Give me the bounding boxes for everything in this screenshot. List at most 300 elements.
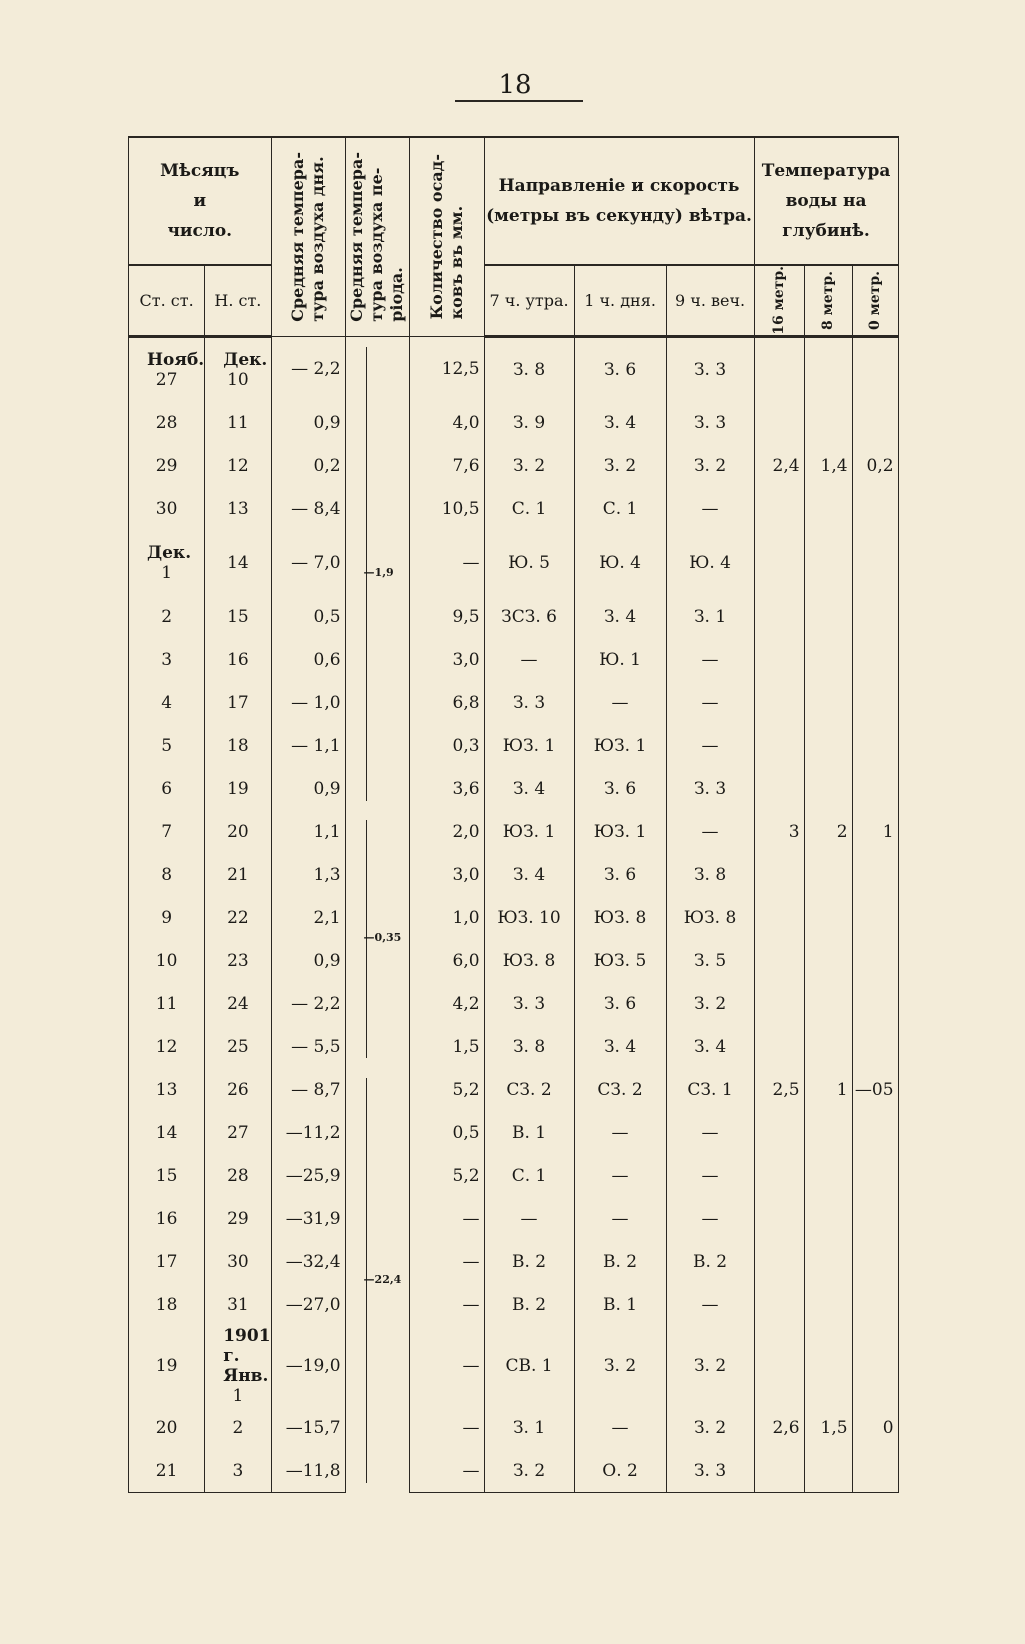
wind-1: — bbox=[574, 1406, 666, 1449]
water-8 bbox=[804, 530, 852, 595]
table-row bbox=[129, 595, 899, 638]
depth-0-header: 0 метр. bbox=[852, 265, 898, 336]
table-row bbox=[129, 724, 899, 767]
old-style-date-month: Дек. bbox=[147, 542, 192, 563]
wind-1: СЗ. 2 bbox=[574, 1068, 666, 1111]
old-style-date bbox=[129, 1068, 205, 1111]
day-temp: 2,1 bbox=[271, 896, 345, 939]
day-temp-header: Средняя темпера- тура воздуха дня. bbox=[271, 137, 345, 336]
water-0: —05 bbox=[852, 1068, 898, 1111]
old-style-date bbox=[129, 681, 205, 724]
day-temp: — 8,4 bbox=[271, 487, 345, 530]
depth-16-header: 16 метр. bbox=[754, 265, 804, 336]
precip: 3,0 bbox=[409, 853, 484, 896]
new-style-date bbox=[205, 487, 271, 530]
wind-9: — bbox=[666, 810, 754, 853]
new-style-date bbox=[205, 767, 271, 810]
water-16: 2,4 bbox=[754, 444, 804, 487]
old-style-date-day: 20 bbox=[155, 1417, 178, 1438]
new-style-date-day: 20 bbox=[227, 821, 249, 842]
new-style-date-day: 30 bbox=[227, 1251, 249, 1272]
water-8: 1 bbox=[804, 1068, 852, 1111]
precip: 3,0 bbox=[409, 638, 484, 681]
wind-7: З. 4 bbox=[484, 767, 574, 810]
wind-1: О. 2 bbox=[574, 1449, 666, 1493]
old-style-date bbox=[129, 853, 205, 896]
wind-9: СЗ. 1 bbox=[666, 1068, 754, 1111]
water-8 bbox=[804, 853, 852, 896]
day-temp: —19,0 bbox=[271, 1326, 345, 1406]
water-16 bbox=[754, 638, 804, 681]
new-style-date-day: 13 bbox=[227, 498, 249, 519]
precip: 3,6 bbox=[409, 767, 484, 810]
precip: — bbox=[409, 1283, 484, 1326]
water-8 bbox=[804, 1154, 852, 1197]
wind-1: ЮЗ. 1 bbox=[574, 724, 666, 767]
day-temp: —27,0 bbox=[271, 1283, 345, 1326]
wind-1: В. 1 bbox=[574, 1283, 666, 1326]
old-style-date bbox=[129, 982, 205, 1025]
new-style-date bbox=[205, 853, 271, 896]
wind-7: ЮЗ. 1 bbox=[484, 724, 574, 767]
wind-7-header: 7 ч. утра. bbox=[484, 265, 574, 336]
water-16 bbox=[754, 595, 804, 638]
new-style-date bbox=[205, 1068, 271, 1111]
water-0 bbox=[852, 1283, 898, 1326]
page-number-rule bbox=[455, 100, 583, 102]
water-8 bbox=[804, 595, 852, 638]
old-style-date-day: 15 bbox=[155, 1165, 178, 1186]
new-style-date-day: 22 bbox=[227, 907, 249, 928]
wind-1: З. 6 bbox=[574, 767, 666, 810]
wind-9: З. 8 bbox=[666, 853, 754, 896]
wind-9: З. 1 bbox=[666, 595, 754, 638]
new-style-date-day: 14 bbox=[227, 552, 249, 573]
new-style-date-day: 10 bbox=[227, 369, 249, 390]
new-style-date bbox=[205, 401, 271, 444]
table-row bbox=[129, 681, 899, 724]
water-0 bbox=[852, 401, 898, 444]
old-style-date bbox=[129, 1111, 205, 1154]
precip: — bbox=[409, 1449, 484, 1493]
day-temp: — 2,2 bbox=[271, 982, 345, 1025]
wind-1: ЮЗ. 1 bbox=[574, 810, 666, 853]
day-temp: — 2,2 bbox=[271, 336, 345, 401]
water-16 bbox=[754, 681, 804, 724]
wind-7: СВ. 1 bbox=[484, 1326, 574, 1406]
old-style-date bbox=[129, 487, 205, 530]
new-style-date-day: 28 bbox=[227, 1165, 249, 1186]
wind-7: З. 9 bbox=[484, 401, 574, 444]
old-style-date-day: 30 bbox=[155, 498, 178, 519]
water-0 bbox=[852, 1154, 898, 1197]
water-8 bbox=[804, 1025, 852, 1068]
wind-9: В. 2 bbox=[666, 1240, 754, 1283]
wind-9: З. 2 bbox=[666, 1326, 754, 1406]
water-0 bbox=[852, 530, 898, 595]
old-style-date-day: 2 bbox=[161, 606, 173, 627]
day-temp: —11,8 bbox=[271, 1449, 345, 1493]
water-16 bbox=[754, 1240, 804, 1283]
new-style-date bbox=[205, 336, 271, 401]
wind-7: В. 2 bbox=[484, 1283, 574, 1326]
wind-7: В. 2 bbox=[484, 1240, 574, 1283]
water-0 bbox=[852, 1326, 898, 1406]
new-style-date bbox=[205, 982, 271, 1025]
water-8 bbox=[804, 336, 852, 401]
old-style-date bbox=[129, 336, 205, 401]
wind-9: З. 2 bbox=[666, 444, 754, 487]
period-temp-value: —1,9 bbox=[363, 565, 394, 579]
old-style-date-day: 14 bbox=[155, 1122, 178, 1143]
new-style-date-day: 27 bbox=[227, 1122, 249, 1143]
old-style-date-day: 3 bbox=[161, 649, 173, 670]
new-style-date-day: 2 bbox=[232, 1417, 244, 1438]
wind-9: З. 4 bbox=[666, 1025, 754, 1068]
new-style-date bbox=[205, 1326, 271, 1406]
table-row bbox=[129, 530, 899, 595]
old-style-date bbox=[129, 810, 205, 853]
table-row bbox=[129, 401, 899, 444]
new-style-date bbox=[205, 1111, 271, 1154]
wind-1: З. 2 bbox=[574, 1326, 666, 1406]
old-style-date-day: 27 bbox=[155, 369, 178, 390]
table-row bbox=[129, 982, 899, 1025]
period-temp bbox=[345, 1068, 409, 1493]
wind-7: ЗСЗ. 6 bbox=[484, 595, 574, 638]
precip: — bbox=[409, 1406, 484, 1449]
day-temp: 0,9 bbox=[271, 767, 345, 810]
wind-7: З. 1 bbox=[484, 1406, 574, 1449]
water-8 bbox=[804, 896, 852, 939]
old-style-date-day: 17 bbox=[155, 1251, 178, 1272]
water-16 bbox=[754, 1197, 804, 1240]
old-style-date-day: 29 bbox=[155, 455, 178, 476]
precip: 5,2 bbox=[409, 1154, 484, 1197]
old-style-date bbox=[129, 595, 205, 638]
water-0 bbox=[852, 487, 898, 530]
table-row bbox=[129, 1111, 899, 1154]
weather-table bbox=[128, 136, 899, 1493]
new-style-date-day: 12 bbox=[227, 455, 249, 476]
new-style-date-day: 3 bbox=[232, 1460, 244, 1481]
water-16 bbox=[754, 487, 804, 530]
old-style-date bbox=[129, 1449, 205, 1493]
new-style-date-day: 24 bbox=[227, 993, 249, 1014]
water-8 bbox=[804, 939, 852, 982]
wind-9: З. 5 bbox=[666, 939, 754, 982]
new-style-date-day: 18 bbox=[227, 735, 249, 756]
water-0 bbox=[852, 1449, 898, 1493]
precip: 4,0 bbox=[409, 401, 484, 444]
old-style-date-day: 19 bbox=[155, 1356, 178, 1377]
precip: — bbox=[409, 530, 484, 595]
new-style-date bbox=[205, 1197, 271, 1240]
table-row bbox=[129, 896, 899, 939]
water-8 bbox=[804, 1449, 852, 1493]
old-style-date-day: 8 bbox=[161, 864, 173, 885]
old-style-date bbox=[129, 939, 205, 982]
table-row bbox=[129, 1449, 899, 1493]
wind-7: З. 8 bbox=[484, 336, 574, 401]
precip: 0,5 bbox=[409, 1111, 484, 1154]
table-row bbox=[129, 1197, 899, 1240]
old-style-date bbox=[129, 530, 205, 595]
water-16 bbox=[754, 767, 804, 810]
water-0 bbox=[852, 939, 898, 982]
old-style-date bbox=[129, 1326, 205, 1406]
new-style-date-day: 23 bbox=[227, 950, 249, 971]
wind-9: З. 2 bbox=[666, 1406, 754, 1449]
wind-7: В. 1 bbox=[484, 1111, 574, 1154]
old-style-date-day: 4 bbox=[161, 692, 173, 713]
wind-7: ЮЗ. 1 bbox=[484, 810, 574, 853]
precip: — bbox=[409, 1197, 484, 1240]
new-style-date-day: 26 bbox=[227, 1079, 249, 1100]
table-row bbox=[129, 1406, 899, 1449]
new-style-date bbox=[205, 896, 271, 939]
wind-9: ЮЗ. 8 bbox=[666, 896, 754, 939]
wind-7: З. 3 bbox=[484, 681, 574, 724]
water-16: 2,5 bbox=[754, 1068, 804, 1111]
wind-9: — bbox=[666, 1197, 754, 1240]
water-0 bbox=[852, 595, 898, 638]
old-style-date bbox=[129, 1197, 205, 1240]
wind-7: З. 2 bbox=[484, 1449, 574, 1493]
period-temp-value: —22,4 bbox=[363, 1272, 402, 1286]
old-style-date-day: 21 bbox=[155, 1460, 178, 1481]
table-row bbox=[129, 1025, 899, 1068]
new-style-date-day: 19 bbox=[227, 778, 249, 799]
wind-9: З. 2 bbox=[666, 982, 754, 1025]
table-row bbox=[129, 1240, 899, 1283]
wind-7: З. 3 bbox=[484, 982, 574, 1025]
precip: 6,0 bbox=[409, 939, 484, 982]
wind-1: ЮЗ. 8 bbox=[574, 896, 666, 939]
wind-7: — bbox=[484, 638, 574, 681]
day-temp: —31,9 bbox=[271, 1197, 345, 1240]
water-0 bbox=[852, 724, 898, 767]
wind-7: СЗ. 2 bbox=[484, 1068, 574, 1111]
water-0 bbox=[852, 1025, 898, 1068]
water-16 bbox=[754, 1449, 804, 1493]
wind-1: З. 6 bbox=[574, 336, 666, 401]
old-style-date-day: 13 bbox=[155, 1079, 178, 1100]
water-16: 3 bbox=[754, 810, 804, 853]
wind-9: З. 3 bbox=[666, 401, 754, 444]
water-0 bbox=[852, 1197, 898, 1240]
old-style-date-day: 9 bbox=[161, 907, 173, 928]
wind-1: З. 6 bbox=[574, 853, 666, 896]
water-16 bbox=[754, 336, 804, 401]
new-style-date bbox=[205, 530, 271, 595]
new-style-header: Н. ст. bbox=[205, 265, 271, 336]
old-style-date bbox=[129, 1240, 205, 1283]
day-temp: 0,6 bbox=[271, 638, 345, 681]
precip: — bbox=[409, 1326, 484, 1406]
wind-1: З. 2 bbox=[574, 444, 666, 487]
water-8 bbox=[804, 1240, 852, 1283]
water-8 bbox=[804, 724, 852, 767]
wind-7: З. 8 bbox=[484, 1025, 574, 1068]
precip: 9,5 bbox=[409, 595, 484, 638]
day-temp: —32,4 bbox=[271, 1240, 345, 1283]
water-16 bbox=[754, 530, 804, 595]
water-16: 2,6 bbox=[754, 1406, 804, 1449]
precip: 10,5 bbox=[409, 487, 484, 530]
day-temp: — 1,1 bbox=[271, 724, 345, 767]
new-style-date bbox=[205, 681, 271, 724]
wind-1: З. 6 bbox=[574, 982, 666, 1025]
water-16 bbox=[754, 1025, 804, 1068]
old-style-date-day: 6 bbox=[161, 778, 173, 799]
wind-9: З. 3 bbox=[666, 336, 754, 401]
water-0 bbox=[852, 1240, 898, 1283]
precip: 12,5 bbox=[409, 336, 484, 401]
table-body bbox=[129, 336, 899, 1493]
old-style-date bbox=[129, 896, 205, 939]
wind-1: — bbox=[574, 1197, 666, 1240]
wind-7: З. 4 bbox=[484, 853, 574, 896]
new-style-date-day: 17 bbox=[227, 692, 249, 713]
table-row bbox=[129, 1154, 899, 1197]
wind-9: — bbox=[666, 638, 754, 681]
water-16 bbox=[754, 939, 804, 982]
wind-1: В. 2 bbox=[574, 1240, 666, 1283]
water-16 bbox=[754, 724, 804, 767]
precip: 7,6 bbox=[409, 444, 484, 487]
precip: 1,5 bbox=[409, 1025, 484, 1068]
table-row bbox=[129, 767, 899, 810]
water-8: 1,4 bbox=[804, 444, 852, 487]
wind-1: Ю. 4 bbox=[574, 530, 666, 595]
water-8: 1,5 bbox=[804, 1406, 852, 1449]
old-style-date bbox=[129, 1283, 205, 1326]
wind-1: — bbox=[574, 1111, 666, 1154]
table-row bbox=[129, 853, 899, 896]
water-0 bbox=[852, 336, 898, 401]
new-style-date bbox=[205, 1449, 271, 1493]
wind-7: ЮЗ. 8 bbox=[484, 939, 574, 982]
water-8 bbox=[804, 1197, 852, 1240]
water-0 bbox=[852, 982, 898, 1025]
day-temp: 1,1 bbox=[271, 810, 345, 853]
old-style-date-day: 1 bbox=[161, 562, 173, 583]
wind-7: З. 2 bbox=[484, 444, 574, 487]
page-number: 18 bbox=[498, 70, 532, 100]
water-8 bbox=[804, 1283, 852, 1326]
wind-9: Ю. 4 bbox=[666, 530, 754, 595]
day-temp: — 7,0 bbox=[271, 530, 345, 595]
day-temp: — 8,7 bbox=[271, 1068, 345, 1111]
water-0 bbox=[852, 896, 898, 939]
new-style-date bbox=[205, 595, 271, 638]
new-style-date bbox=[205, 1025, 271, 1068]
table-header bbox=[129, 137, 899, 336]
water-8 bbox=[804, 1111, 852, 1154]
old-style-date-day: 7 bbox=[161, 821, 173, 842]
water-16 bbox=[754, 1111, 804, 1154]
water-16 bbox=[754, 401, 804, 444]
old-style-date bbox=[129, 1406, 205, 1449]
water-16 bbox=[754, 1326, 804, 1406]
table-row bbox=[129, 1283, 899, 1326]
table-row bbox=[129, 336, 899, 401]
water-8 bbox=[804, 401, 852, 444]
table-row bbox=[129, 939, 899, 982]
new-style-date bbox=[205, 638, 271, 681]
wind-7: С. 1 bbox=[484, 487, 574, 530]
wind-9-header: 9 ч. веч. bbox=[666, 265, 754, 336]
wind-9: — bbox=[666, 487, 754, 530]
old-style-date bbox=[129, 638, 205, 681]
water-8 bbox=[804, 767, 852, 810]
old-style-date-day: 16 bbox=[155, 1208, 178, 1229]
water-8: 2 bbox=[804, 810, 852, 853]
old-style-date-day: 5 bbox=[161, 735, 173, 756]
new-style-date bbox=[205, 1406, 271, 1449]
day-temp: 0,2 bbox=[271, 444, 345, 487]
water-8 bbox=[804, 681, 852, 724]
period-temp-value: —0,35 bbox=[363, 931, 402, 945]
water-16 bbox=[754, 1283, 804, 1326]
water-8 bbox=[804, 982, 852, 1025]
water-0: 1 bbox=[852, 810, 898, 853]
old-style-date-month: Нояб. bbox=[147, 349, 205, 370]
wind-7: Ю. 5 bbox=[484, 530, 574, 595]
new-style-date bbox=[205, 939, 271, 982]
wind-1: ЮЗ. 5 bbox=[574, 939, 666, 982]
water-0 bbox=[852, 853, 898, 896]
water-0: 0,2 bbox=[852, 444, 898, 487]
wind-1: — bbox=[574, 681, 666, 724]
old-style-date bbox=[129, 1154, 205, 1197]
precip: — bbox=[409, 1240, 484, 1283]
day-temp: 0,5 bbox=[271, 595, 345, 638]
wind-7: ЮЗ. 10 bbox=[484, 896, 574, 939]
old-style-date-day: 28 bbox=[155, 412, 178, 433]
water-8 bbox=[804, 1326, 852, 1406]
old-style-date bbox=[129, 724, 205, 767]
water-0 bbox=[852, 681, 898, 724]
wind-9: — bbox=[666, 724, 754, 767]
new-style-date-month: Дек. bbox=[223, 349, 268, 370]
wind-1: — bbox=[574, 1154, 666, 1197]
table-row bbox=[129, 444, 899, 487]
new-style-date-day: 15 bbox=[227, 606, 249, 627]
period-temp bbox=[345, 810, 409, 1068]
wind-9: — bbox=[666, 681, 754, 724]
new-style-date-day: 1 bbox=[232, 1386, 244, 1407]
day-temp: — 5,5 bbox=[271, 1025, 345, 1068]
water-16 bbox=[754, 896, 804, 939]
new-style-date bbox=[205, 1283, 271, 1326]
precip-header: Количество осад- ковъ въ мм. bbox=[409, 137, 484, 336]
depth-8-header: 8 метр. bbox=[804, 265, 852, 336]
wind-9: — bbox=[666, 1111, 754, 1154]
table-row bbox=[129, 487, 899, 530]
wind-1: З. 4 bbox=[574, 401, 666, 444]
day-temp: 0,9 bbox=[271, 939, 345, 982]
old-style-date-day: 11 bbox=[155, 993, 178, 1014]
water-0 bbox=[852, 767, 898, 810]
old-style-date-day: 18 bbox=[155, 1294, 178, 1315]
wind-1: Ю. 1 bbox=[574, 638, 666, 681]
wind-7: — bbox=[484, 1197, 574, 1240]
water-16 bbox=[754, 1154, 804, 1197]
water-0: 0 bbox=[852, 1406, 898, 1449]
wind-1: С. 1 bbox=[574, 487, 666, 530]
